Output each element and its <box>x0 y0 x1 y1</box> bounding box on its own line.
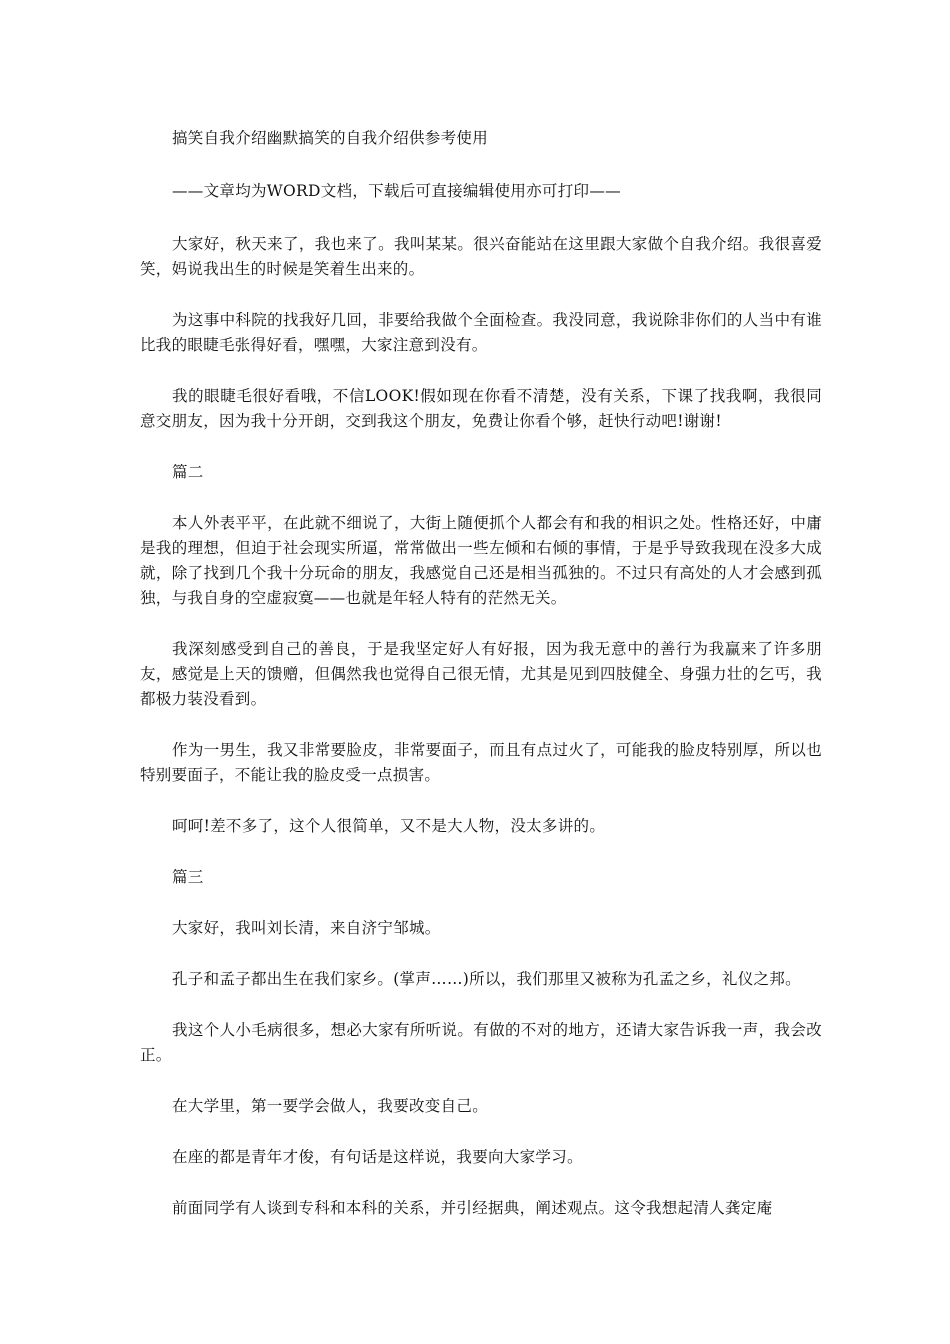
section-heading: 篇三 <box>172 868 204 886</box>
document-title: 搞笑自我介绍幽默搞笑的自我介绍供参考使用 <box>172 129 489 147</box>
paragraph: 前面同学有人谈到专科和本科的关系，并引经据典，阐述观点。这令我想起清人龚定庵 <box>172 1199 773 1217</box>
section-heading: 篇二 <box>172 463 204 481</box>
paragraph: 本人外表平平，在此就不细说了，大街上随便抓个人都会有和我的相识之处。性格还好，中庸是我的理想，但迫于社会现实所逼，常常做出一些左倾和右倾的事情，于是乎导致我现在没多大成就，除了找到几个我十分玩命的朋友，我感觉自己还是相当孤独的。不过只有高处的人才会感到孤独，与我自身的空虚寂寞——也就是年轻人特有的茫然无关。 <box>140 514 822 607</box>
paragraph: 大家好，秋天来了，我也来了。我叫某某。很兴奋能站在这里跟大家做个自我介绍。我很喜爱笑，妈说我出生的时候是笑着生出来的。 <box>140 235 822 278</box>
paragraph: 我深刻感受到自己的善良，于是我坚定好人有好报，因为我无意中的善行为我赢来了许多朋友，感觉是上天的馈赠，但偶然我也觉得自己很无情，尤其是见到四肢健全、身强力壮的乞丐，我都极力装没看到。 <box>140 640 822 708</box>
document-body <box>140 126 822 1247</box>
paragraph: 大家好，我叫刘长清，来自济宁邹城。 <box>172 919 441 937</box>
paragraph: 在大学里，第一要学会做人，我要改变自己。 <box>172 1097 489 1115</box>
paragraph: 孔子和孟子都出生在我们家乡。(掌声……)所以，我们那里又被称为孔孟之乡，礼仪之邦。 <box>172 970 801 988</box>
paragraph: 作为一男生，我又非常要脸皮，非常要面子，而且有点过火了，可能我的脸皮特别厚，所以也特别要面子，不能让我的脸皮受一点损害。 <box>140 741 822 784</box>
paragraph: 我这个人小毛病很多，想必大家有所听说。有做的不对的地方，还请大家告诉我一声，我会改正。 <box>140 1021 822 1064</box>
paragraph: 为这事中科院的找我好几回，非要给我做个全面检查。我没同意，我说除非你们的人当中有谁比我的眼睫毛张得好看，嘿嘿，大家注意到没有。 <box>140 311 822 354</box>
paragraph: 在座的都是青年才俊，有句话是这样说，我要向大家学习。 <box>172 1148 583 1166</box>
paragraph: 我的眼睫毛很好看哦，不信LOOK!假如现在你看不清楚，没有关系，下课了找我啊，我很同意交朋友，因为我十分开朗，交到我这个朋友，免费让你看个够，赶快行动吧!谢谢! <box>140 387 822 430</box>
download-note: ——文章均为WORD文档，下载后可直接编辑使用亦可打印—— <box>172 182 621 200</box>
paragraph: 呵呵!差不多了，这个人很简单，又不是大人物，没太多讲的。 <box>172 817 606 835</box>
